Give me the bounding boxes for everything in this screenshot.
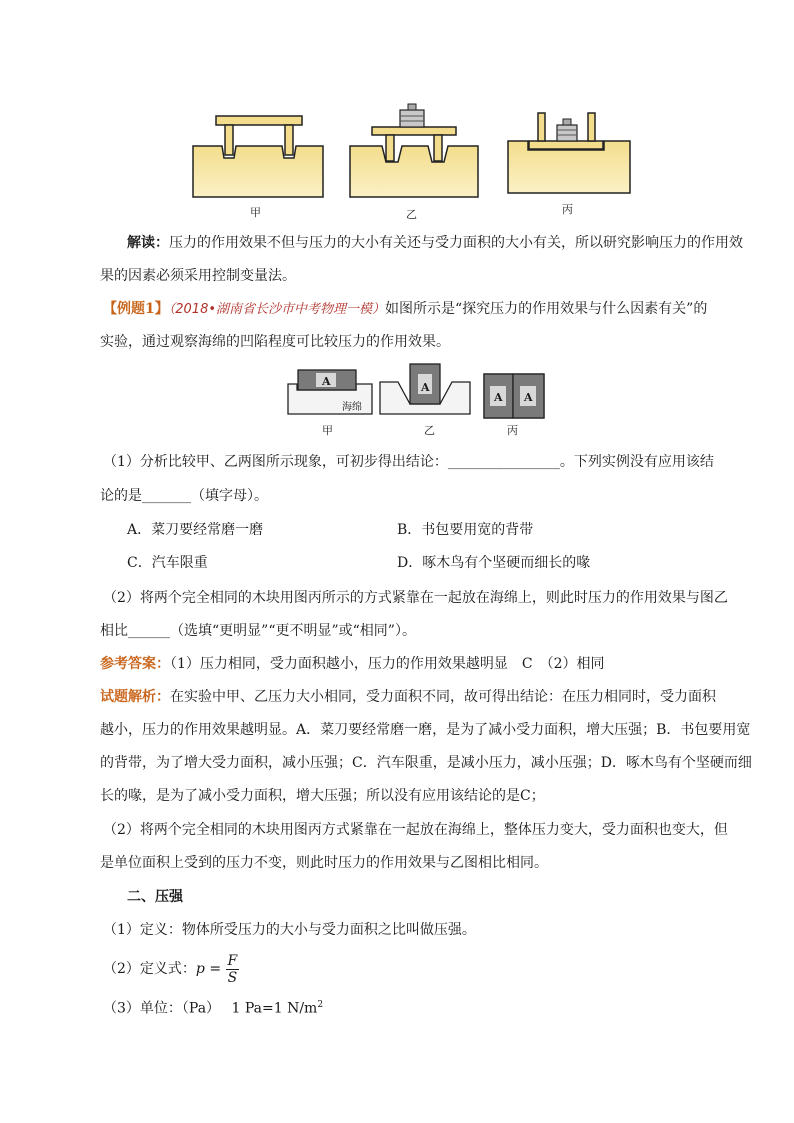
formula-denominator: S: [227, 969, 238, 986]
section2-definition: （1）定义：物体所受压力的大小与受力面积之比叫做压强。: [103, 922, 476, 938]
figure-table-on-sponge: [0, 0, 794, 230]
figure2-block-letter-bing-right: A: [524, 391, 533, 404]
analysis-line-4: 长的喙，是为了减小受力面积，增大压强；所以没有应用该结论的是C；: [100, 788, 545, 804]
figure1-panel-yi: [350, 104, 478, 197]
example-source: （2018•湖南省长沙市中考物理一模）: [168, 302, 386, 317]
figure2-sponge-label: 海绵: [342, 402, 362, 413]
answer-label: 参考答案：: [100, 656, 170, 672]
section2-unit-line: [103, 995, 723, 1019]
example-line-2: 实验，通过观察海绵的凹陷程度可比较压力的作用效果。: [100, 334, 450, 350]
question1-text-2-end: （填字母）。: [191, 488, 268, 504]
figure1-label-jia: 甲: [250, 206, 261, 219]
option-d: D．啄木鸟有个坚硬而细长的喙: [397, 555, 591, 571]
question1-text-2: 论的是: [100, 488, 142, 504]
figure2-label-jia: 甲: [322, 424, 333, 437]
figure2-block-letter-jia: A: [322, 375, 331, 388]
analysis-line-1: [100, 687, 720, 707]
figure2-block-letter-yi: A: [421, 381, 430, 394]
figure2-panel-bing: [484, 374, 544, 418]
analysis-part2-line-1: （2）将两个完全相同的木块用图丙方式紧靠在一起放在海绵上，整体压力变大，受力面积也变大，但: [103, 822, 728, 838]
formula-numerator: F: [227, 952, 238, 969]
question1-text-1-end: 。下列实例没有应用该结: [559, 454, 714, 470]
example-text-1: 如图所示是“探究压力的作用效果与什么因素有关”的: [385, 301, 708, 317]
option-c: C．汽车限重: [127, 555, 208, 571]
question2-text-2: 相比: [100, 623, 128, 639]
example-line-1: [103, 299, 723, 320]
analysis-text-1: 在实验中甲、乙压力大小相同，受力面积不同，故可得出结论：在压力相同时，受力面积: [170, 689, 716, 705]
example-tag: 【例题1】: [103, 301, 169, 317]
option-b: B．书包要用宽的背带: [397, 522, 534, 538]
question1-text-1: （1）分析比较甲、乙两图所示现象，可初步得出结论：: [103, 454, 448, 470]
figure2-label-bing: 丙: [507, 424, 518, 437]
unit-superscript: 2: [317, 1000, 324, 1010]
interpret-label: 解读：: [127, 235, 169, 251]
question1-line-1: [103, 452, 723, 472]
figure1-label-yi: 乙: [406, 208, 417, 221]
interpret-text-1: 压力的作用效果不但与压力的大小有关还与受力面积的大小有关，所以研究影响压力的作用效: [169, 235, 743, 251]
unit-label: （3）单位：（Pa）: [103, 1000, 214, 1017]
figure-blocks-on-sponge: [0, 360, 794, 440]
question1-blank-2[interactable]: _______: [142, 488, 191, 504]
question2-text-2-end: （选填“更明显”“更不明显”或“相同”）。: [170, 623, 416, 639]
figure1-label-bing: 丙: [562, 203, 573, 216]
option-a: A．菜刀要经常磨一磨: [127, 522, 264, 538]
analysis-label: 试题解析：: [100, 689, 170, 705]
section2-heading: 二、压强: [127, 889, 183, 905]
answer-text: （1）压力相同，受力面积越小，压力的作用效果越明显 C （2）相同: [170, 656, 605, 672]
interpret-line-1: [127, 233, 747, 253]
question2-line-2: [100, 621, 720, 641]
analysis-line-2: 越小，压力的作用效果越明显。A．菜刀要经常磨一磨，是为了减小受力面积，增大压强；B．书包要用宽: [100, 722, 751, 738]
analysis-part2-line-2: 是单位面积上受到的压力不变，则此时压力的作用效果与乙图相比相同。: [100, 855, 548, 871]
question2-line-1: （2）将两个完全相同的木块用图丙所示的方式紧靠在一起放在海绵上，则此时压力的作用效果与图乙: [103, 590, 728, 606]
figure1-panel-bing: [508, 113, 630, 193]
section2-formula-line: [103, 951, 723, 987]
analysis-line-3: 的背带，为了增大受力面积，减小压强；C．汽车限重，是减小压力，减小压强；D．啄木鸟有个坚硬而细: [100, 755, 752, 771]
question1-line-2: [100, 486, 720, 506]
interpret-line-2: 果的因素必须采用控制变量法。: [100, 268, 296, 284]
formula-lhs: p =: [195, 961, 222, 977]
figure2-block-letter-bing-left: A: [494, 391, 503, 404]
answer-line: [100, 654, 720, 674]
formula-label: （2）定义式：: [103, 961, 196, 977]
question2-blank[interactable]: ______: [128, 623, 170, 639]
formula-fraction: [226, 953, 240, 986]
question1-blank-1[interactable]: ________________: [447, 454, 560, 470]
unit-value: 1 Pa=1 N/m: [231, 1000, 318, 1017]
figure2-label-yi: 乙: [424, 424, 435, 437]
figure1-panel-jia: [193, 116, 323, 197]
